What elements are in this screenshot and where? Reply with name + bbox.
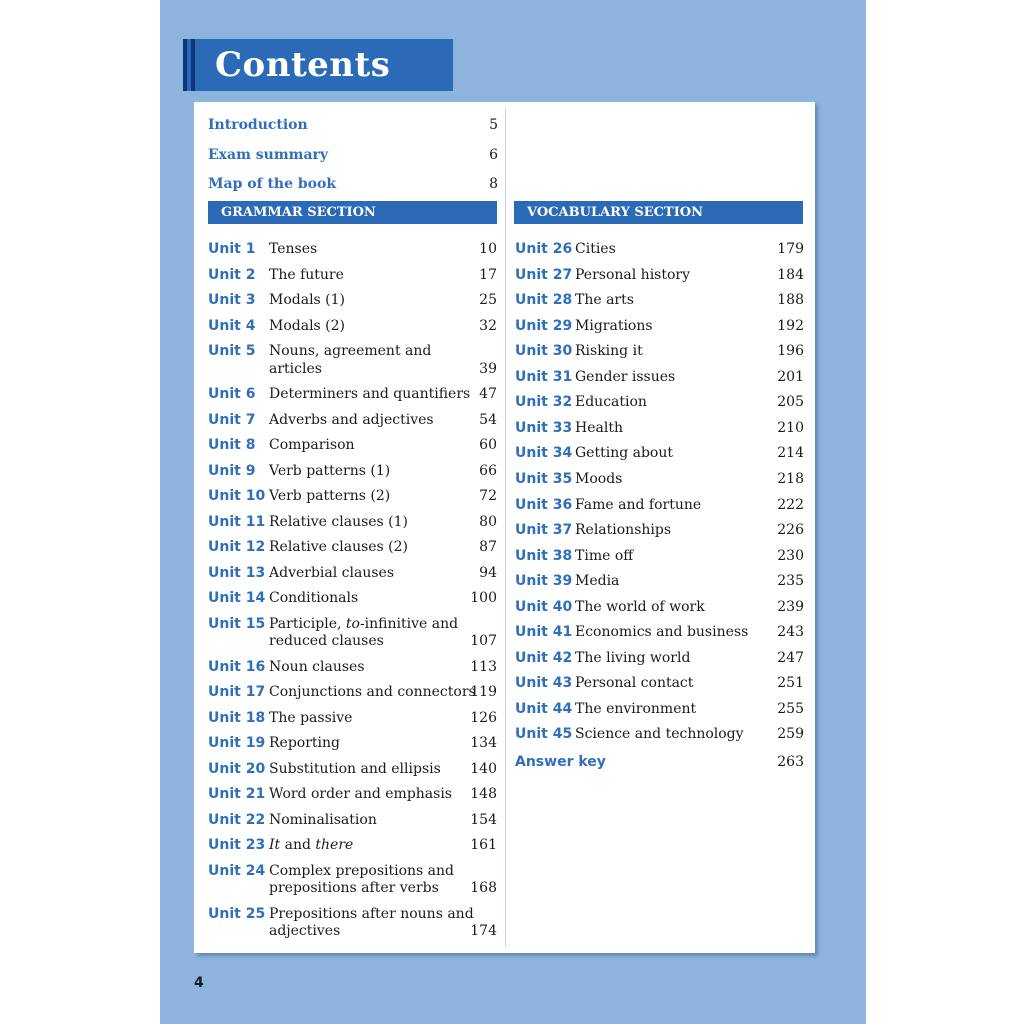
toc-unit-row[interactable] [515,572,804,590]
unit-title: Prepositions after nouns and [269,905,474,922]
toc-unit-row[interactable] [208,487,497,505]
unit-title: Economics and business [575,624,749,641]
unit-title: The world of work [575,598,705,615]
unit-page: 60 [479,437,497,453]
toc-unit-row[interactable] [208,785,497,803]
toc-unit-row[interactable] [515,444,804,462]
unit-page: 54 [479,411,497,428]
unit-label: Unit 8 [208,437,256,453]
unit-label: Unit 16 [208,658,266,675]
toc-unit-row[interactable] [515,240,804,258]
unit-page: 205 [777,394,804,411]
unit-page: 126 [470,709,497,726]
unit-page: 25 [479,292,497,308]
toc-unit-row[interactable] [208,811,497,829]
unit-title: adjectives [269,923,341,939]
toc-unit-row[interactable] [208,240,497,258]
page-number: 4 [194,975,204,991]
unit-page: 154 [470,811,497,828]
unit-page: 210 [777,419,804,436]
toc-unit-row[interactable] [208,709,497,727]
unit-page: 39 [479,360,497,377]
unit-label: Unit 31 [515,368,573,385]
unit-page: 179 [777,241,804,257]
unit-page: 247 [777,649,804,666]
toc-label: Answer key [515,754,606,770]
toc-unit-row[interactable] [515,547,804,565]
unit-title: Personal history [575,266,691,283]
unit-label: Unit 28 [515,292,573,309]
unit-page: 251 [777,675,804,692]
toc-unit-row[interactable] [208,291,497,309]
unit-page: 47 [479,386,497,402]
toc-unit-row[interactable] [515,649,804,667]
unit-page: 184 [777,266,804,283]
toc-map-of-the-book[interactable] [208,176,498,198]
toc-unit-row[interactable] [515,266,804,284]
toc-unit-row[interactable] [208,905,497,941]
unit-page: 32 [479,317,497,334]
toc-unit-row[interactable] [515,700,804,718]
unit-page: 87 [479,539,497,555]
unit-label: Unit 38 [515,547,573,564]
unit-page: 259 [777,726,804,743]
unit-label: Unit 45 [515,726,573,743]
unit-label: Unit 17 [208,684,266,700]
grammar-section-heading: GRAMMAR SECTION [208,201,497,224]
unit-label: Unit 21 [208,786,266,802]
unit-label: Unit 23 [208,837,266,853]
unit-label: Unit 15 [208,615,266,632]
toc-unit-row[interactable] [208,615,497,651]
unit-label: Unit 44 [515,700,573,717]
toc-unit-row[interactable] [208,317,497,335]
toc-label: Map of the book [208,176,337,192]
unit-title: Getting about [575,445,674,462]
unit-title: Adverbs and adjectives [269,411,434,428]
unit-title: It and there [269,837,354,853]
unit-label: Unit 24 [208,862,266,879]
page-title: Contents [215,45,391,85]
unit-page: 72 [479,488,497,504]
toc-unit-row[interactable] [208,462,497,480]
unit-title: Education [575,394,647,411]
toc-unit-row[interactable] [515,317,804,335]
unit-title: Modals (2) [269,317,346,334]
toc-unit-row[interactable] [208,411,497,429]
unit-page: 201 [777,368,804,385]
unit-page: 100 [470,590,497,606]
unit-title: Personal contact [575,675,694,692]
toc-page: 8 [489,176,498,192]
unit-page: 188 [777,292,804,309]
unit-page: 192 [777,317,804,334]
unit-title: Determiners and quantifiers [269,386,471,402]
unit-title: The future [269,266,344,283]
unit-title: Nouns, agreement and [269,343,432,359]
toc-unit-row[interactable] [515,368,804,386]
unit-title: Nominalisation [269,811,377,828]
unit-label: Unit 6 [208,386,256,402]
unit-label: Unit 29 [515,317,573,334]
toc-unit-row[interactable] [515,674,804,692]
unit-page: 214 [777,445,804,462]
unit-page: 140 [470,760,497,777]
unit-title: Health [575,419,623,436]
unit-title: Word order and emphasis [269,786,452,802]
toc-unit-row[interactable] [208,683,497,701]
unit-title: Relationships [575,522,672,539]
unit-label: Unit 5 [208,343,256,359]
toc-unit-row[interactable] [208,862,497,898]
unit-title: Fame and fortune [575,496,702,513]
unit-page: 222 [777,496,804,513]
unit-page: 134 [470,735,497,751]
unit-label: Unit 41 [515,624,573,641]
unit-page: 148 [470,786,497,802]
toc-unit-row[interactable] [208,266,497,284]
unit-title: prepositions after verbs [269,880,439,896]
unit-label: Unit 3 [208,292,256,308]
unit-title: Participle, to-infinitive and [269,615,459,632]
unit-title: Tenses [269,241,318,257]
unit-title: Cities [575,241,616,257]
toc-unit-row[interactable] [208,836,497,854]
toc-unit-row[interactable] [515,342,804,360]
unit-label: Unit 2 [208,266,256,283]
unit-title: Moods [575,470,623,487]
unit-page: 17 [479,266,497,283]
unit-title: Reporting [269,735,340,751]
unit-label: Unit 20 [208,760,266,777]
unit-title: Risking it [575,343,643,360]
unit-label: Unit 9 [208,462,256,479]
unit-page: 196 [777,343,804,360]
unit-label: Unit 22 [208,811,266,828]
unit-title: Relative clauses (1) [269,513,409,530]
toc-unit-row[interactable] [208,589,497,607]
unit-page: 239 [777,598,804,615]
unit-page: 218 [777,470,804,487]
unit-label: Unit 34 [515,445,573,462]
unit-page: 235 [777,573,804,590]
title-accent-bar [183,39,187,91]
toc-unit-row[interactable] [515,291,804,309]
unit-label: Unit 18 [208,709,266,726]
unit-title: Comparison [269,437,355,453]
unit-page: 66 [479,462,497,479]
unit-title: Substitution and ellipsis [269,760,441,777]
toc-page: 263 [777,754,804,770]
toc-unit-row[interactable] [208,342,497,378]
unit-page: 161 [470,837,497,853]
unit-title: Media [575,573,620,590]
unit-page: 107 [470,633,497,649]
toc-exam-summary[interactable] [208,147,498,169]
title-accent-bar [191,39,195,91]
unit-label: Unit 35 [515,470,573,487]
toc-introduction[interactable] [208,117,498,139]
toc-page: 5 [489,117,498,133]
unit-page: 119 [470,684,497,700]
unit-title: Relative clauses (2) [269,539,409,555]
toc-unit-row[interactable] [515,521,804,539]
unit-page: 243 [777,624,804,641]
toc-unit-row[interactable] [208,760,497,778]
toc-unit-row[interactable] [515,598,804,616]
unit-title: Verb patterns (1) [269,462,391,479]
unit-page: 113 [470,658,497,675]
toc-unit-row[interactable] [515,470,804,488]
vocabulary-section-heading: VOCABULARY SECTION [514,201,803,224]
toc-unit-row[interactable] [515,725,804,743]
unit-title: Adverbial clauses [269,564,395,581]
unit-label: Unit 14 [208,590,266,606]
unit-title: Migrations [575,317,653,334]
unit-title: Time off [575,547,634,564]
column-divider [505,108,506,947]
unit-page: 174 [470,923,497,939]
unit-title: reduced clauses [269,633,384,649]
unit-title: Gender issues [575,368,676,385]
toc-unit-row[interactable] [208,436,497,454]
unit-label: Unit 42 [515,649,573,666]
unit-label: Unit 1 [208,241,256,257]
toc-unit-row[interactable] [515,623,804,641]
contents-panel [194,102,815,953]
unit-page: 80 [479,513,497,530]
toc-unit-row[interactable] [208,658,497,676]
unit-label: Unit 32 [515,394,573,411]
unit-title: Modals (1) [269,292,346,308]
toc-unit-row[interactable] [208,385,497,403]
unit-label: Unit 11 [208,513,266,530]
toc-page: 6 [489,147,498,163]
unit-title: Verb patterns (2) [269,488,391,504]
unit-label: Unit 40 [515,598,573,615]
unit-label: Unit 12 [208,539,266,555]
toc-unit-row[interactable] [208,734,497,752]
unit-page: 255 [777,700,804,717]
unit-title: Conditionals [269,590,359,606]
unit-page: 168 [470,880,497,896]
contents-title-band [183,39,453,91]
toc-unit-row[interactable] [208,513,497,531]
unit-title: Complex prepositions and [269,862,454,879]
unit-label: Unit 13 [208,564,266,581]
unit-label: Unit 19 [208,735,266,751]
unit-title: The passive [269,709,353,726]
unit-label: Unit 39 [515,573,573,590]
unit-label: Unit 26 [515,241,573,257]
toc-label: Introduction [208,117,308,133]
unit-label: Unit 43 [515,675,573,692]
unit-label: Unit 7 [208,411,256,428]
unit-title: The living world [575,649,691,666]
unit-title: Science and technology [575,726,744,743]
unit-label: Unit 27 [515,266,573,283]
unit-page: 94 [479,564,497,581]
unit-label: Unit 30 [515,343,573,360]
unit-label: Unit 33 [515,419,573,436]
unit-page: 230 [777,547,804,564]
unit-label: Unit 10 [208,488,266,504]
unit-title: The arts [575,292,634,309]
unit-title: Conjunctions and connectors [269,684,476,700]
unit-label: Unit 36 [515,496,573,513]
unit-label: Unit 4 [208,317,256,334]
unit-title: articles [269,360,322,377]
unit-label: Unit 37 [515,522,573,539]
toc-unit-row[interactable] [515,496,804,514]
toc-unit-row[interactable] [208,564,497,582]
toc-unit-row[interactable] [515,393,804,411]
unit-page: 226 [777,522,804,539]
toc-label: Exam summary [208,147,329,163]
unit-page: 10 [479,241,497,257]
unit-title: Noun clauses [269,658,365,675]
toc-unit-row[interactable] [208,538,497,556]
unit-label: Unit 25 [208,905,266,922]
toc-unit-row[interactable] [515,419,804,437]
unit-title: The environment [575,700,697,717]
